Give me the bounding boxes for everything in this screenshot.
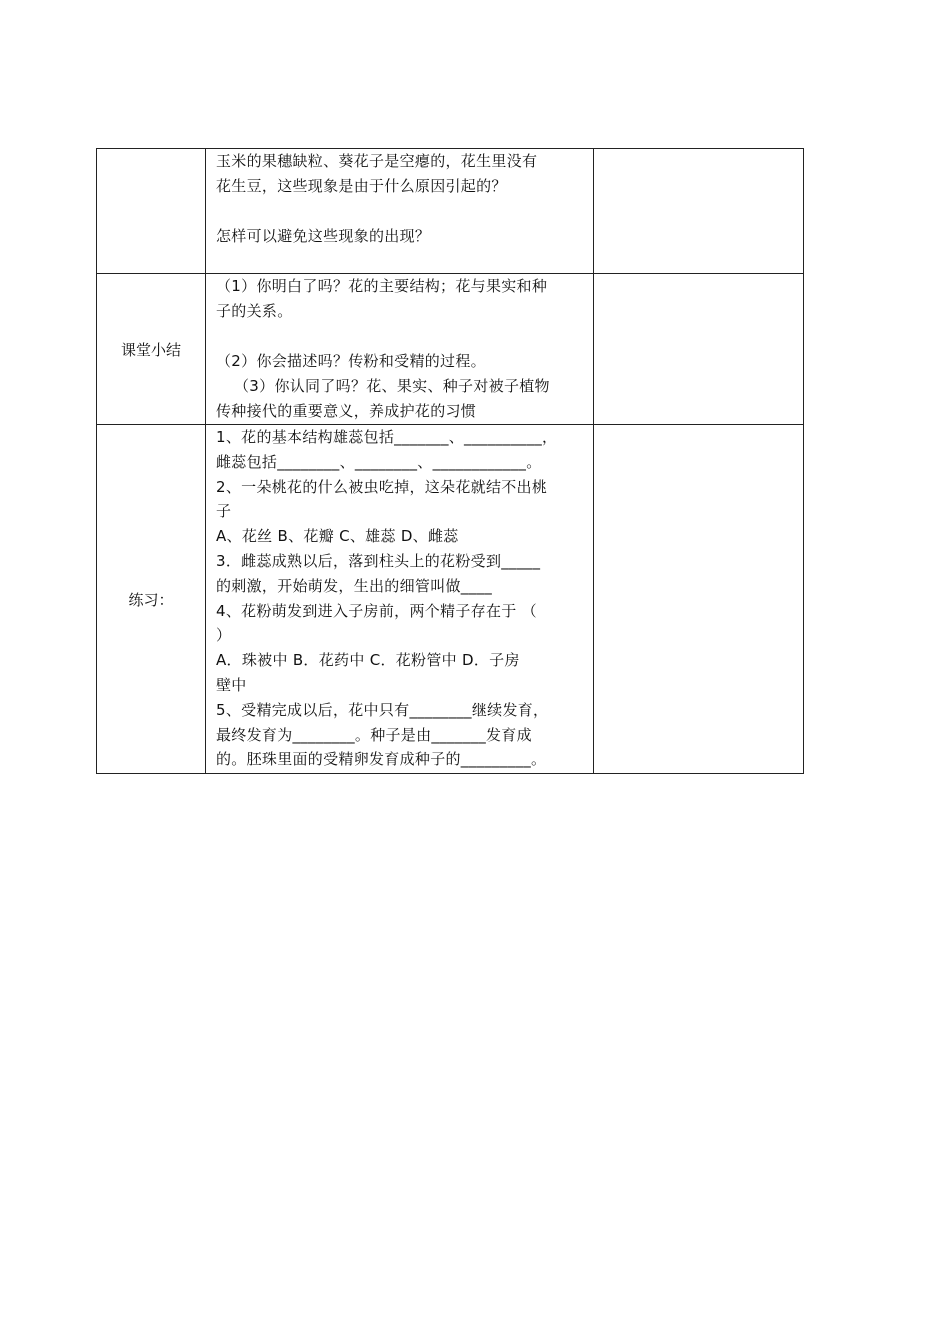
notes-cell-discussion [594,149,804,274]
text-line: 的。胚珠里面的受精卵发育成种子的_________。 [216,750,547,769]
text-line: （2）你会描述吗？传粉和受精的过程。 [216,352,486,370]
row-label-summary: 课堂小结 [97,274,206,425]
notes-cell-exercises [594,425,804,774]
text-line: 壁中 [216,675,247,694]
text-line: （1）你明白了吗？花的主要结构；花与果实和种 [216,277,548,295]
text-line: 2、一朵桃花的什么被虫吃掉，这朵花就结不出桃 [216,477,548,496]
text-line: 最终发育为________。种子是由_______发育成 [216,725,532,744]
text-line: 5、受精完成以后，花中只有________继续发育， [216,700,549,719]
text-line: 子 [216,502,232,521]
row-label-discussion [97,149,206,274]
text-line: 1、花的基本结构雄蕊包括_______、__________， [216,428,558,446]
text-line: （3）你认同了吗？花、果实、种子对被子植物 [234,377,550,395]
table-row-discussion [97,149,804,274]
text-line: 的刺激，开始萌发，生出的细管叫做____ [216,576,493,595]
row-label-exercises: 练习： [97,425,206,774]
table-row-exercises [97,425,804,774]
notes-cell-summary [594,274,804,425]
text-line: 3．雌蕊成熟以后，落到柱头上的花粉受到_____ [216,551,541,570]
text-line: 子的关系。 [216,302,293,320]
lesson-table [96,148,804,774]
content-cell-discussion [206,149,594,274]
content-cell-summary [206,274,594,425]
text-line: 花生豆，这些现象是由于什么原因引起的？ [216,177,507,195]
text-line: 玉米的果穗缺粒、葵花子是空瘪的，花生里没有 [216,152,538,170]
text-line: 怎样可以避免这些现象的出现？ [216,227,431,245]
text-line: 雌蕊包括________、________、____________。 [216,452,542,471]
text-line: 4、花粉萌发到进入子房前，两个精子存在于 （ [216,601,537,620]
content-cell-exercises [206,425,594,774]
text-line: A、花丝 B、花瓣 C、雄蕊 D、雌蕊 [216,527,459,546]
text-line: ） [216,626,232,645]
table-row-summary [97,274,804,425]
text-line: 传种接代的重要意义，养成护花的习惯 [216,402,477,420]
text-line: A．珠被中 B．花药中 C．花粉管中 D．子房 [216,651,520,670]
